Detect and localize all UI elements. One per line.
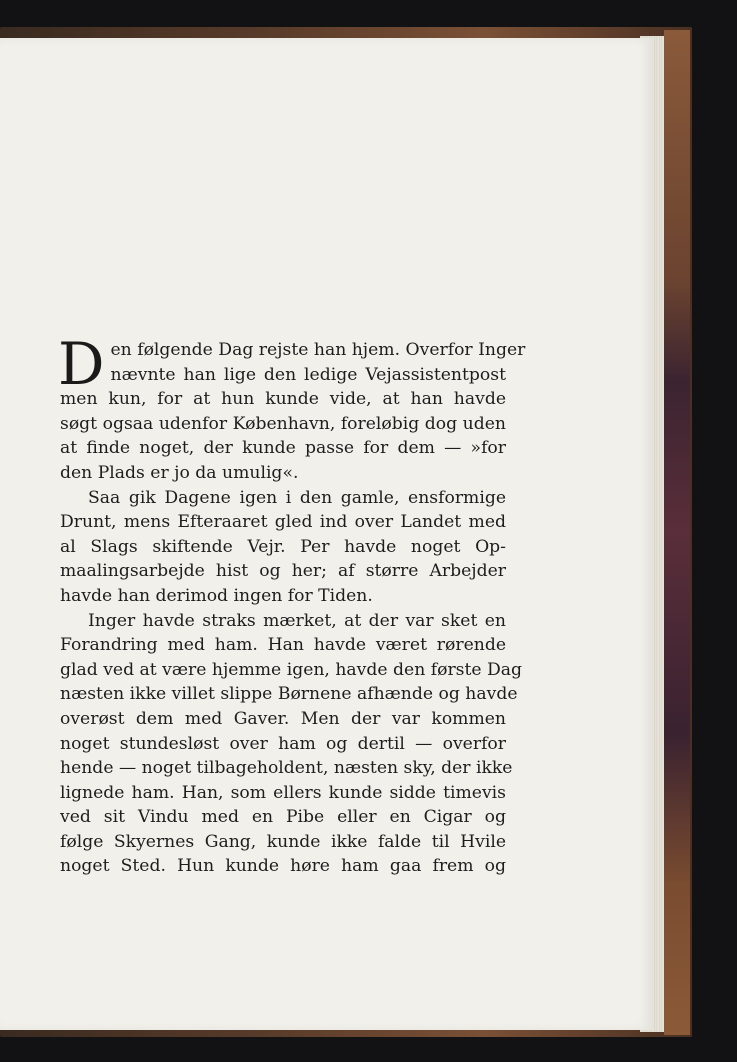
text-line: at finde noget, der kunde passe for dem — »for [60,438,506,459]
text-line: lignede ham. Han, som ellers kunde sidde timevis [60,782,506,803]
text-line: al Slags skiftende Vejr. Per havde noget Op- [60,536,506,557]
text-line: Saa gik Dagene igen i den gamle, ensformige [88,487,506,508]
text-line: noget Sted. Hun kunde høre ham gaa frem og [60,856,506,877]
text-line: en følgende Dag rejste han hjem. Overfor Inger [110,340,526,360]
paragraph-3 [60,609,523,880]
text-line: havde han derimod ingen for Tiden. [60,585,373,606]
cover-edge [664,30,690,1035]
text-line: noget stundesløst over ham og dertil — overfor [60,733,506,754]
text-line: søgt ogsaa udenfor København, foreløbig dog uden [60,413,506,434]
paragraph-1 [58,330,526,486]
text-line: nævnte han lige den ledige Vejassistentpost [110,364,506,385]
text-line: glad ved at være hjemme igen, havde den første Dag [60,659,523,680]
text-line: maalingsarbejde hist og her; af større Arbejder [60,561,506,582]
text-line: Forandring med ham. Han havde været rørende [60,635,506,656]
body-text [58,330,526,879]
text-line: men kun, for at hun kunde vide, at han havde [60,389,506,410]
text-line: følge Skyernes Gang, kunde ikke falde til Hvile [60,831,506,852]
text-line: hende — noget tilbageholdent, næsten sky, der ikke [60,758,513,779]
text-line: ved sit Vindu med en Pibe eller en Cigar og [60,807,506,828]
text-line: næsten ikke villet slippe Børnene afhænde og havde [60,684,518,705]
text-line: overøst dem med Gaver. Men der var kommen [60,708,506,729]
text-line: den Plads er jo da umulig«. [60,462,299,483]
text-line: Inger havde straks mærket, at der var sket en [88,610,506,631]
paragraph-2 [60,486,506,609]
text-line: Drunt, mens Efteraaret gled ind over Landet med [60,512,506,533]
drop-cap: D [58,330,105,398]
